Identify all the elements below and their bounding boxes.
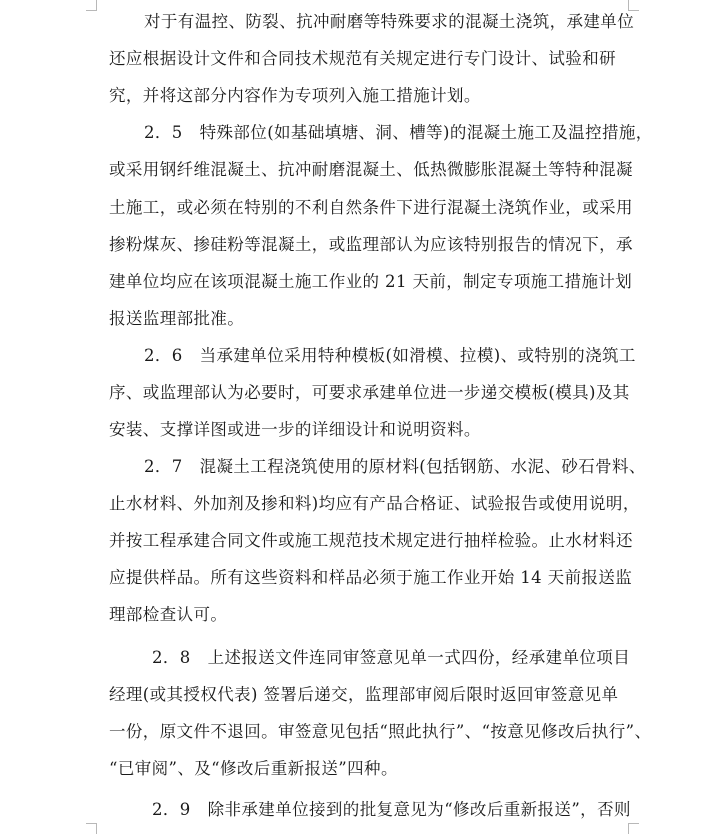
text-line: 土施工，或必须在特别的不利自然条件下进行混凝土浇筑作业，或采用	[109, 198, 633, 217]
text-line: 止水材料、外加剂及掺和料)均应有产品合格证、试验报告或使用说明，	[109, 494, 640, 513]
text-line: “已审阅”、及“修改后重新报送”四种。	[109, 759, 398, 778]
text-line: 建单位均应在该项混凝土施工作业的 21 天前，制定专项施工措施计划	[109, 272, 633, 291]
section-2-6-heading-line: 2．6 当承建单位采用特种模板(如滑模、拉模)、或特别的浇筑工	[144, 346, 636, 365]
text-line: 应提供样品。所有这些资料和样品必须于施工作业开始 14 天前报送监	[109, 568, 633, 587]
text-line: 一份，原文件不退回。审签意见包括“照此执行”、“按意见修改后执行”、	[109, 722, 652, 741]
text-line: 掺粉煤灰、掺硅粉等混凝土，或监理部认为应该特别报告的情况下，承	[109, 235, 633, 254]
text-line: 报送监理部批准。	[109, 309, 245, 328]
section-2-8-heading-line: 2．8 上述报送文件连同审签意见单一式四份，经承建单位项目	[152, 648, 631, 667]
text-line: 究，并将这部分内容作为专项列入施工措施计划。	[109, 86, 481, 105]
section-2-9-heading-line: 2．9 除非承建单位接到的批复意见为“修改后重新报送”，否则	[152, 800, 631, 819]
text-line: 还应根据设计文件和合同技术规范有关规定进行专门设计、试验和研	[109, 49, 616, 68]
section-2-5-heading-line: 2．5 特殊部位(如基础填塘、洞、槽等)的混凝土施工及温控措施，	[144, 123, 653, 142]
text-line: 经理(或其授权代表) 签署后递交，监理部审阅后限时返回审签意见单	[109, 685, 619, 704]
text-line: 对于有温控、防裂、抗冲耐磨等特殊要求的混凝土浇筑，承建单位	[144, 12, 635, 31]
text-line: 序、或监理部认为必要时，可要求承建单位进一步递交模板(模具)及其	[109, 383, 630, 402]
section-2-7-heading-line: 2．7 混凝土工程浇筑使用的原材料(包括钢筋、水泥、砂石骨料、	[144, 457, 646, 476]
text-line: 或采用钢纤维混凝土、抗冲耐磨混凝土、低热微膨胀混凝土等特种混凝	[109, 160, 633, 179]
text-line: 理部检查认可。	[109, 605, 228, 624]
text-line: 并按工程承建合同文件或施工规范技术规定进行抽样检验。止水材料还	[109, 531, 633, 550]
text-line: 安装、支撑详图或进一步的详细设计和说明资料。	[109, 420, 481, 439]
